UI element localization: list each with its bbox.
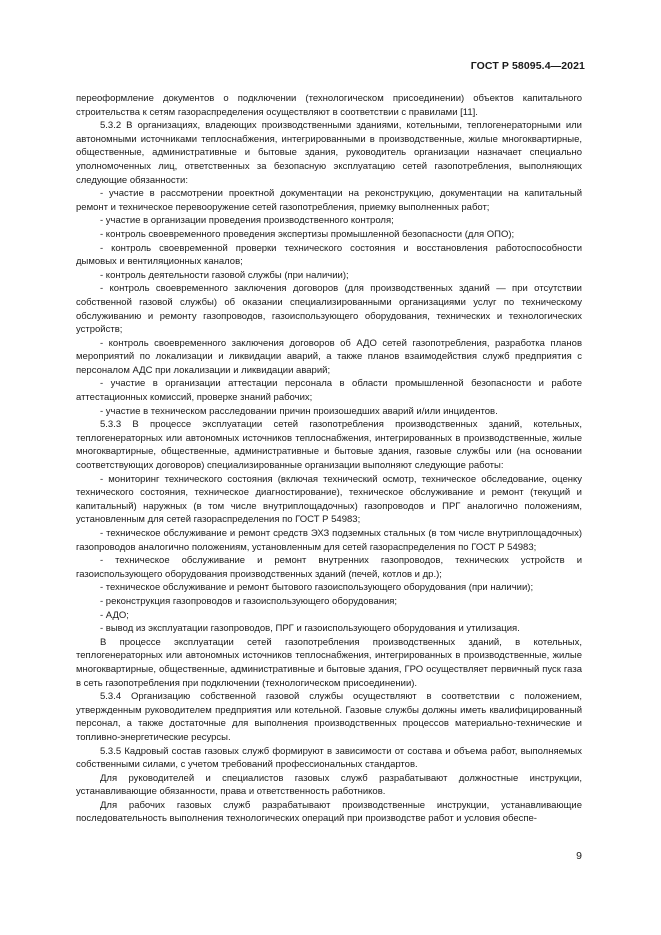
- paragraph: 5.3.2 В организациях, владеющих производственными зданиями, котельными, теплогенераторными или автономными источниками теплоснабжения, интегрированными в производственные, жилые многоквартирные, общественные, административные и бытовые здания, руководитель организации назначает специально уполномоченных лиц, ответственных за безопасную эксплуатацию сетей газопотребления, выполняющих следующие обязанности:: [76, 120, 582, 186]
- paragraph: 5.3.5 Кадровый состав газовых служб формируют в зависимости от состава и объема работ, выполняемых собственными силами, с учетом требований профессиональных стандартов.: [76, 745, 582, 771]
- body-text: [76, 92, 582, 826]
- paragraph: переоформление документов о подключении (технологическом присоединении) объектов капитального строительства к сетям газораспределения осуществляют в соответствии с правилами [11].: [76, 93, 582, 118]
- paragraph: - вывод из эксплуатации газопроводов, ПРГ и газоиспользующего оборудования и утилизация.: [100, 623, 520, 635]
- paragraph: - реконструкция газопроводов и газоиспользующего оборудования;: [100, 595, 398, 607]
- paragraph: - контроль своевременного заключения договоров (для производственных зданий — при отсутствии собственной газовой службы) об оказании специализированными организациями услуг по техническому обслуживанию и ремонту газопроводов, газоиспользующего оборудования, технических и технологических устройств;: [76, 283, 582, 336]
- paragraph: - участие в организации проведения производственного контроля;: [100, 215, 394, 227]
- page-number: 9: [576, 850, 582, 862]
- standard-header: ГОСТ Р 58095.4—2021: [470, 60, 585, 72]
- paragraph: - техническое обслуживание и ремонт внутренних газопроводов, технических устройств и газоиспользующего оборудования производственных зданий (печей, котлов и др.);: [76, 555, 582, 580]
- paragraph: - АДО;: [100, 609, 129, 621]
- paragraph: - техническое обслуживание и ремонт средств ЭХЗ подземных стальных (в том числе внутриплощадочных) газопроводов аналогично положениям, установленным для сетей газораспределения по ГОСТ Р 54983;: [76, 528, 582, 553]
- paragraph: В процессе эксплуатации сетей газопотребления производственных зданий, в котельных, теплогенераторных или автономных источников теплоснабжения, интегрированных в производственные, жилые многоквартирные, общественные, административные и бытовые здания, ГРО осуществляет первичный пуск газа в сеть газопотребления при подключении (технологическом присоединении).: [76, 636, 582, 689]
- paragraph: 5.3.3 В процессе эксплуатации сетей газопотребления производственных зданий, котельных, теплогенераторных или автономных источников теплоснабжения, интегрированных в производственные, жилые многоквартирные, общественные, административные и бытовые здания, газовые службы или (на основании соответствующих договоров) специализированные организации выполняют следующие работы:: [76, 419, 582, 472]
- paragraph: - участие в организации аттестации персонала в области промышленной безопасности и работе аттестационных комиссий, проверке знаний рабочих;: [76, 378, 582, 404]
- paragraph: - контроль своевременного проведения экспертизы промышленной безопасности (для ОПО);: [100, 228, 515, 240]
- paragraph: - участие в рассмотрении проектной документации на реконструкцию, документации на капитальный ремонт и техническое перевооружение сетей газопотребления, приемку выполненных работ;: [76, 188, 582, 213]
- paragraph: 5.3.4 Организацию собственной газовой службы осуществляют в соответствии с положением, утвержденным руководителем предприятия или котельной. Газовые службы должны иметь квалифицированный персонал, а также достаточные для выполнения производственных процессов материально-технические и топливно-энергетические ресурсы.: [76, 691, 582, 743]
- paragraph: Для рабочих газовых служб разрабатывают производственные инструкции, устанавливающие последовательность выполнения технологических операций при производстве работ и условия обеспе-: [76, 799, 582, 825]
- paragraph: - контроль деятельности газовой службы (при наличии);: [100, 269, 349, 281]
- paragraph: - контроль своевременного заключения договоров об АДО сетей газопотребления, разработка планов мероприятий по локализации и ликвидации аварий, а также планов взаимодействия служб предприятия с персоналом АДС при локализации и ликвидации аварий;: [76, 337, 582, 376]
- paragraph: - мониторинг технического состояния (включая технический осмотр, техническое обследование, оценку технического состояния, техническое диагностирование), техническое обслуживание и ремонт (текущий и капитальный) наружных (в том числе внутриплощадочных) газопроводов и ПРГ аналогично положениям, установленным для сетей газораспределения по ГОСТ Р 54983;: [76, 473, 582, 526]
- paragraph: Для руководителей и специалистов газовых служб разрабатывают должностные инструкции, устанавливающие обязанности, права и ответственность работников.: [76, 772, 582, 798]
- paragraph: - контроль своевременной проверки технического состояния и восстановления работоспособности дымовых и вентиляционных каналов;: [76, 242, 582, 268]
- paragraph: - участие в техническом расследовании причин произошедших аварий и/или инцидентов.: [100, 405, 498, 417]
- paragraph: - техническое обслуживание и ремонт бытового газоиспользующего оборудования (при наличии);: [100, 582, 534, 594]
